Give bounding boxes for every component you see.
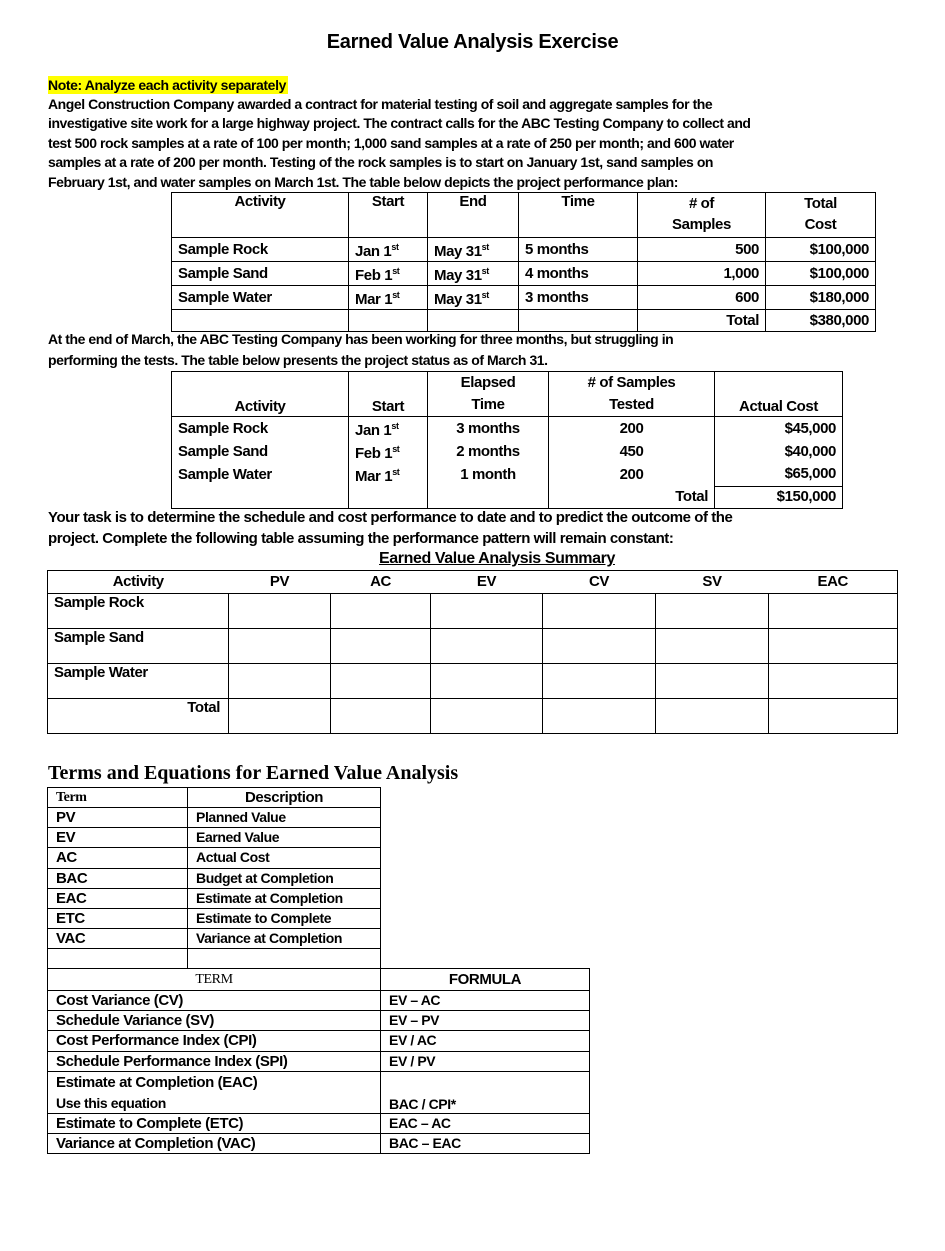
description-cell: Estimate at Completion [188,888,381,908]
end-cell: May 31st [428,238,519,262]
answer-cell[interactable] [431,664,543,699]
formula-row [48,1031,590,1051]
total-row [172,486,843,508]
answer-cell[interactable] [543,594,656,629]
table-row [48,808,381,828]
actual-cost-cell: $45,000 [715,417,843,441]
start-cell: Mar 1st [349,286,428,310]
total-row [172,310,876,332]
activity-cell: Sample Sand [172,262,349,286]
table-row [48,908,381,928]
formula-value: EV – AC [381,991,590,1011]
header-elapsed: Elapsed Time [428,372,549,417]
status-line: At the end of March, the ABC Testing Company has been working for three months, but struggling in [48,331,674,347]
table-row [48,594,898,629]
status-table [171,371,843,509]
intro-line: investigative site work for a large highway project. The contract calls for the ABC Testing Company to collect and [48,115,751,131]
total-actual-cost: $150,000 [715,486,843,508]
term-cell: BAC [48,868,188,888]
term-cell: VAC [48,929,188,949]
header-activity: Activity [172,372,349,417]
activity-cell: Sample Rock [48,594,229,629]
cost-cell: $100,000 [766,262,876,286]
term-cell: EAC [48,888,188,908]
answer-cell[interactable] [769,664,898,699]
start-cell: Feb 1st [349,262,428,286]
answer-cell[interactable] [656,594,769,629]
formula-value: EV / PV [381,1051,590,1071]
header-activity: Activity [172,193,349,238]
elapsed-cell: 1 month [428,463,549,486]
start-cell: Feb 1st [349,440,428,463]
plan-table [171,192,876,332]
header-time: Time [519,193,638,238]
description-cell: Earned Value [188,828,381,848]
table-row [172,417,843,441]
intro-line: Angel Construction Company awarded a contract for material testing of soil and aggregate samples for the [48,96,713,112]
tested-cell: 200 [549,463,715,486]
highlighted-note: Note: Analyze each activity separately [48,77,286,93]
formula-value: EAC – AC [381,1113,590,1133]
answer-cell[interactable] [769,594,898,629]
formula-row [48,991,590,1011]
time-cell: 5 months [519,238,638,262]
header-term: TERM [48,969,381,991]
terms-title: Terms and Equations for Earned Value Analysis [48,762,459,784]
task-line: Your task is to determine the schedule and cost performance to date and to predict the outcome of the [48,509,733,526]
start-cell: Jan 1st [349,417,428,441]
formula-value: EV / AC [381,1031,590,1051]
formula-row [48,1051,590,1071]
total-label: Total [638,310,766,332]
header-end: End [428,193,519,238]
start-cell: Jan 1st [349,238,428,262]
header-activity: Activity [48,571,229,594]
table-row [48,868,381,888]
answer-cell[interactable] [769,699,898,734]
table-row [48,848,381,868]
samples-cell: 1,000 [638,262,766,286]
status-line: performing the tests. The table below presents the project status as of March 31. [48,352,548,368]
answer-cell[interactable] [656,629,769,664]
samples-cell: 500 [638,238,766,262]
header-ac: AC [331,571,431,594]
table-row [48,929,381,949]
answer-cell[interactable] [769,629,898,664]
actual-cost-cell: $65,000 [715,463,843,486]
table-row [172,286,876,310]
table-header-row [48,969,590,991]
formula-row [48,1071,590,1113]
total-row [48,699,898,734]
answer-cell[interactable] [543,664,656,699]
formula-row [48,1113,590,1133]
answer-cell[interactable] [331,699,431,734]
formula-row [48,1133,590,1153]
formula-value: EV – PV [381,1011,590,1031]
description-cell: Variance at Completion [188,929,381,949]
activity-cell: Sample Rock [172,238,349,262]
activity-cell: Sample Water [172,463,349,486]
header-ev: EV [431,571,543,594]
table-row [48,828,381,848]
formula-term: Schedule Performance Index (SPI) [48,1051,381,1071]
table-header-row [172,372,843,417]
tested-cell: 200 [549,417,715,441]
answer-cell[interactable] [543,699,656,734]
total-label: Total [48,699,229,734]
answer-cell[interactable] [331,664,431,699]
activity-cell: Sample Water [172,286,349,310]
description-cell: Budget at Completion [188,868,381,888]
answer-cell[interactable] [431,594,543,629]
answer-cell[interactable] [431,699,543,734]
formula-value: BAC – EAC [381,1133,590,1153]
total-label: Total [549,486,715,508]
elapsed-cell: 2 months [428,440,549,463]
table-header-row [48,571,898,594]
answer-cell[interactable] [656,664,769,699]
tested-cell: 450 [549,440,715,463]
term-cell: AC [48,848,188,868]
end-cell: May 31st [428,262,519,286]
table-row [172,262,876,286]
activity-cell: Sample Sand [48,629,229,664]
blank-row [48,949,381,969]
terms-table [47,787,381,969]
header-start: Start [349,372,428,417]
term-cell: PV [48,808,188,828]
end-cell: May 31st [428,286,519,310]
table-header-row [48,788,381,808]
table-header-row [172,193,876,238]
elapsed-cell: 3 months [428,417,549,441]
time-cell: 4 months [519,262,638,286]
summary-title: Earned Value Analysis Summary [379,550,615,567]
header-tested: # of Samples Tested [549,372,715,417]
actual-cost-cell: $40,000 [715,440,843,463]
task-line: project. Complete the following table assuming the performance pattern will remain constant: [48,530,674,547]
formula-term: Estimate at Completion (EAC) Use this equation [48,1071,381,1113]
header-cost: Total Cost [766,193,876,238]
header-start: Start [349,193,428,238]
answer-cell[interactable] [229,629,331,664]
header-cv: CV [543,571,656,594]
term-cell: EV [48,828,188,848]
table-row [48,664,898,699]
header-term: Term [48,788,188,808]
cost-cell: $100,000 [766,238,876,262]
table-row [172,440,843,463]
summary-table [47,570,898,734]
samples-cell: 600 [638,286,766,310]
answer-cell[interactable] [229,699,331,734]
cost-cell: $180,000 [766,286,876,310]
formula-term: Cost Variance (CV) [48,991,381,1011]
answer-cell[interactable] [331,594,431,629]
answer-cell[interactable] [229,664,331,699]
table-row [48,888,381,908]
formula-term: Variance at Completion (VAC) [48,1133,381,1153]
activity-cell: Sample Sand [172,440,349,463]
answer-cell[interactable] [543,629,656,664]
header-eac: EAC [769,571,898,594]
header-description: Description [188,788,381,808]
header-actual-cost: Actual Cost [715,372,843,417]
answer-cell[interactable] [656,699,769,734]
table-row [172,238,876,262]
term-cell: ETC [48,908,188,928]
formula-term: Estimate to Complete (ETC) [48,1113,381,1133]
formula-term: Cost Performance Index (CPI) [48,1031,381,1051]
total-cost: $380,000 [766,310,876,332]
header-sv: SV [656,571,769,594]
intro-line: February 1st, and water samples on March 1st. The table below depicts the project performance plan: [48,174,678,190]
start-cell: Mar 1st [349,463,428,486]
header-formula: FORMULA [381,969,590,991]
table-row [172,463,843,486]
activity-cell: Sample Rock [172,417,349,441]
time-cell: 3 months [519,286,638,310]
formula-term: Schedule Variance (SV) [48,1011,381,1031]
formula-table [47,968,590,1154]
activity-cell: Sample Water [48,664,229,699]
answer-cell[interactable] [229,594,331,629]
intro-line: test 500 rock samples at a rate of 100 per month; 1,000 sand samples at a rate of 250 per month; and 600 water [48,135,734,151]
description-cell: Actual Cost [188,848,381,868]
answer-cell[interactable] [431,629,543,664]
formula-value: BAC / CPI* [381,1071,590,1113]
header-pv: PV [229,571,331,594]
table-row [48,629,898,664]
description-cell: Estimate to Complete [188,908,381,928]
intro-line: samples at a rate of 200 per month. Testing of the rock samples is to start on January 1st, sand samples on [48,154,714,170]
page-title: Earned Value Analysis Exercise [326,31,619,53]
formula-row [48,1011,590,1031]
header-samples: # of Samples [638,193,766,238]
answer-cell[interactable] [331,629,431,664]
description-cell: Planned Value [188,808,381,828]
